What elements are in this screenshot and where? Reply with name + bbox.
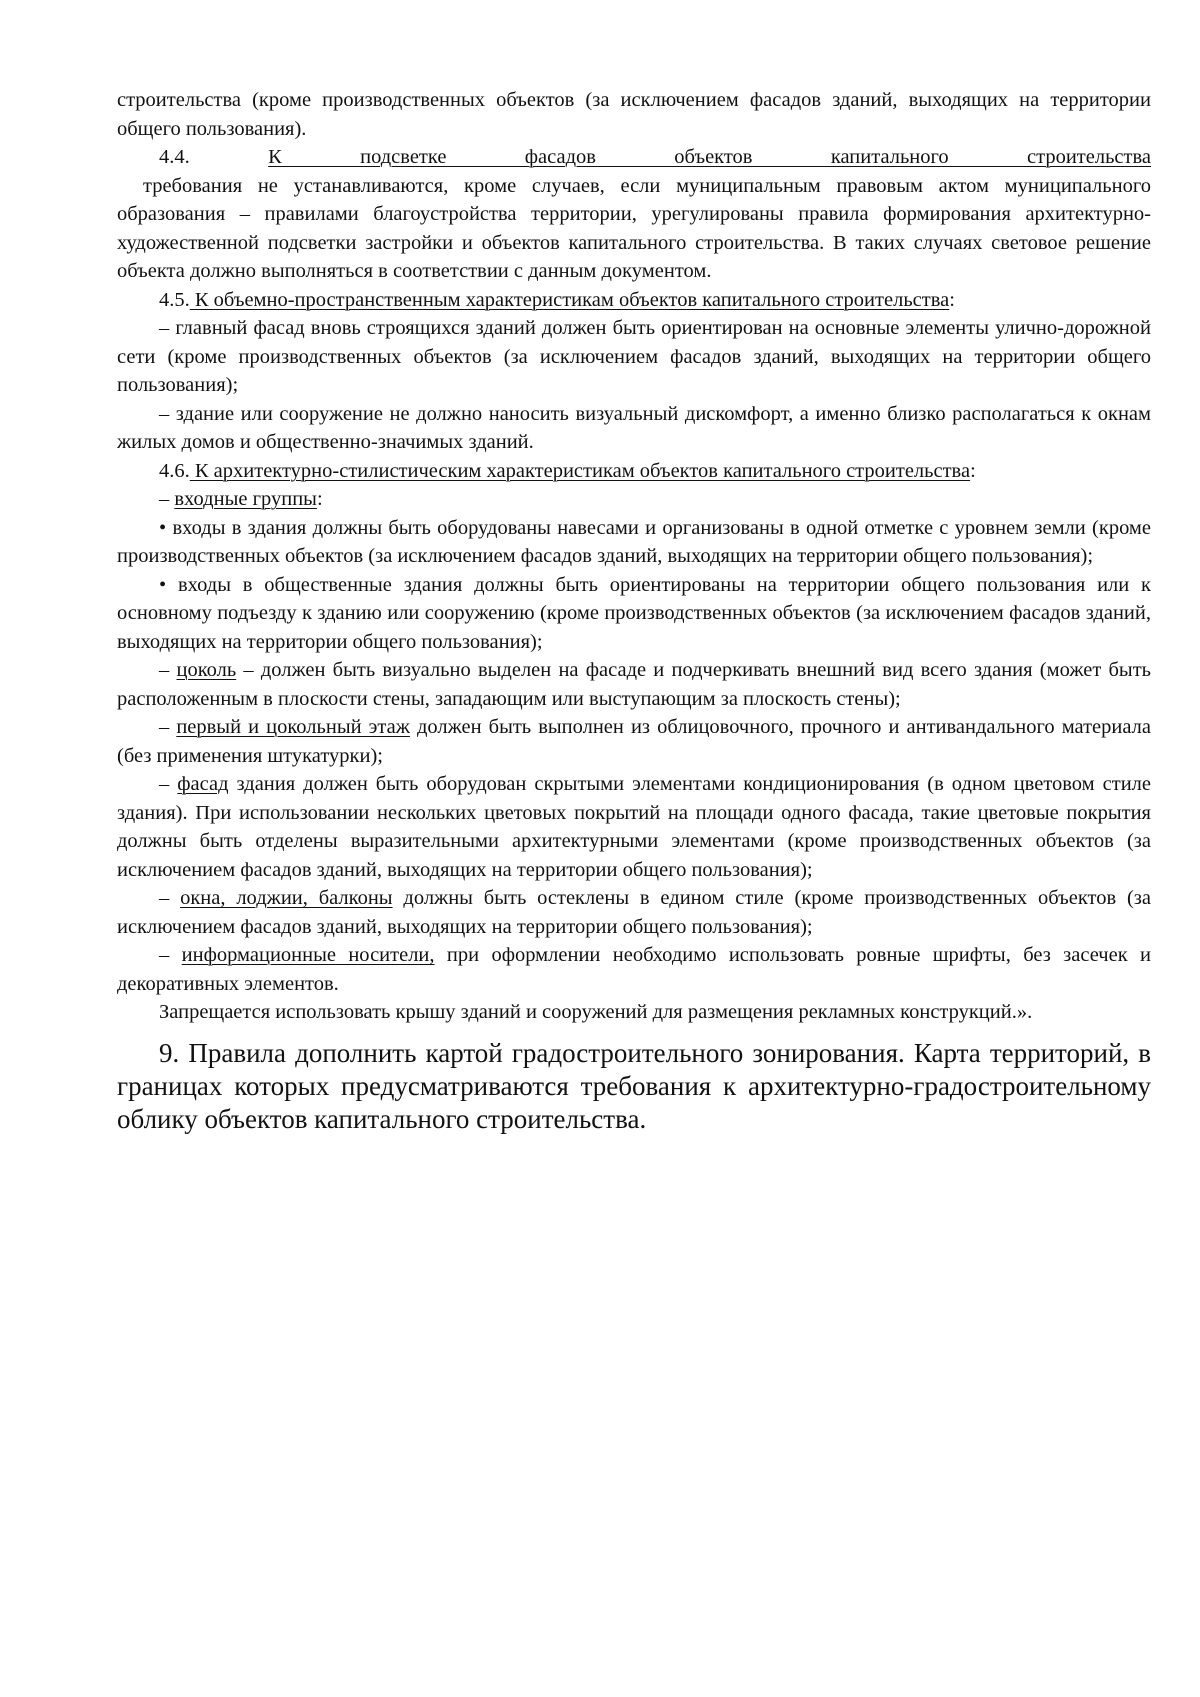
paragraph-text: входы в здания должны быть оборудованы навесами и организованы в одной отметке с уровнем земли (кроме производственных объектов (за исключением фасадов зданий, выходящих на территории общего пользования); <box>117 516 1152 567</box>
paragraph-text: должен быть выполнен из облицовочного, прочного и антивандального материала (без применения штукатурки); <box>117 716 1151 767</box>
section-number: 4.5. <box>159 288 190 311</box>
underlined-term: первый и цокольный этаж <box>176 716 410 738</box>
underlined-term: окна, лоджии, балконы <box>180 887 393 909</box>
underlined-term: входные группы <box>174 488 317 510</box>
underlined-term: цоколь <box>176 659 237 681</box>
list-item-dash <box>117 485 1151 514</box>
heading-colon: : <box>970 459 976 482</box>
list-item-dash <box>117 941 1151 998</box>
bullet-icon: • <box>159 516 167 539</box>
heading-colon: : <box>949 288 955 311</box>
section-number: 4.6. <box>159 459 190 482</box>
paragraph-text: при оформлении необходимо использовать ровные шрифты, без засечек и декоративных элементов. <box>117 944 1152 995</box>
paragraph-text: здания должен быть оборудован скрытыми элементами кондиционирования (в одном цветовом стиле здания). При использовании нескольких цветовых покрытий на площади одного фасада, такие цветовые покрытия должны быть отделены выразительными архитектурными элементами (кроме производственных объектов (за исключением фасадов зданий, выходящих на территории общего пользования); <box>117 773 1151 881</box>
paragraph-text: требования не устанавливаются, кроме случаев, если муниципальным правовым актом муниципального образования – правилами благоустройства территории, урегулированы правила формирования архитектурно-художественной подсветки застройки и объектов капитального строительства. В таких случаях световое решение объекта должно выполняться в соответствии с данным документом. <box>117 174 1151 282</box>
paragraph-text: Запрещается использовать крышу зданий и сооружений для размещения рекламных конструкций.». <box>159 1001 1033 1023</box>
bullet-icon: • <box>159 573 167 596</box>
paragraph-text: должны быть остеклены в едином стиле (кроме производственных объектов (за исключением фасадов зданий, выходящих на территории общего пользования); <box>117 887 1152 938</box>
section-4-4-heading <box>117 143 1151 172</box>
section-4-4-body <box>117 172 1151 286</box>
paragraph-text: – здание или сооружение не должно наносить визуальный дискомфорт, а именно близко располагаться к окнам жилых домов и общественно-значимых зданий. <box>117 402 1151 453</box>
paragraph-text: строительства (кроме производственных объектов (за исключением фасадов зданий, выходящих на территории общего пользования). <box>117 89 1151 140</box>
list-item-dash <box>117 314 1151 400</box>
list-item-dash <box>117 884 1151 941</box>
section-9-paragraph <box>117 1037 1151 1136</box>
section-4-6-heading <box>117 457 1151 486</box>
list-item-dash <box>117 656 1151 713</box>
underlined-term: фасад <box>177 773 229 795</box>
section-heading-underlined: К архитектурно-стилистическим характеристикам объектов капитального строительства <box>189 459 971 482</box>
section-heading-underlined: К объемно-пространственным характеристикам объектов капитального строительства <box>189 288 950 311</box>
document-page <box>117 86 1151 1163</box>
bullet-item <box>117 514 1151 571</box>
list-item-dash <box>117 713 1151 770</box>
section-4-5-heading <box>117 286 1151 315</box>
paragraph-continuation <box>117 86 1151 143</box>
dash-marker: – <box>159 773 178 795</box>
list-item-dash <box>117 770 1151 884</box>
paragraph-text: – главный фасад вновь строящихся зданий должен быть ориентирован на основные элементы улично-дорожной сети (кроме производственных объектов (за исключением фасадов зданий, выходящих на территории общего пользования); <box>117 317 1151 396</box>
paragraph-text: входы в общественные здания должны быть ориентированы на территории общего пользования или к основному подъезду к зданию или сооружению (кроме производственных объектов (за исключением фасадов зданий, выходящих на территории общего пользования); <box>117 573 1152 653</box>
dash-marker: – <box>159 887 181 909</box>
dash-marker: – <box>159 716 177 738</box>
underlined-term: информационные носители, <box>181 944 435 966</box>
list-item-dash <box>117 400 1151 457</box>
dash-marker: – <box>159 944 182 966</box>
paragraph-text: – должен быть визуально выделен на фасаде и подчеркивать внешний вид всего здания (может быть расположенным в плоскости стены, западающим или выступающим за плоскость стены); <box>117 659 1152 710</box>
paragraph-text: 9. Правила дополнить картой градостроительного зонирования. Карта территорий, в границах которых предусматриваются требования к архитектурно-градостроительному облику объектов капитального строительства. <box>117 1037 1151 1134</box>
section-number: 4.4. <box>159 146 190 168</box>
bullet-item <box>117 571 1151 657</box>
section-heading-underlined: К подсветке фасадов объектов капитального строительства <box>268 146 1151 168</box>
dash-marker: – <box>159 488 175 510</box>
term-colon: : <box>316 488 323 510</box>
closing-paragraph <box>117 998 1151 1027</box>
dash-marker: – <box>159 659 177 681</box>
